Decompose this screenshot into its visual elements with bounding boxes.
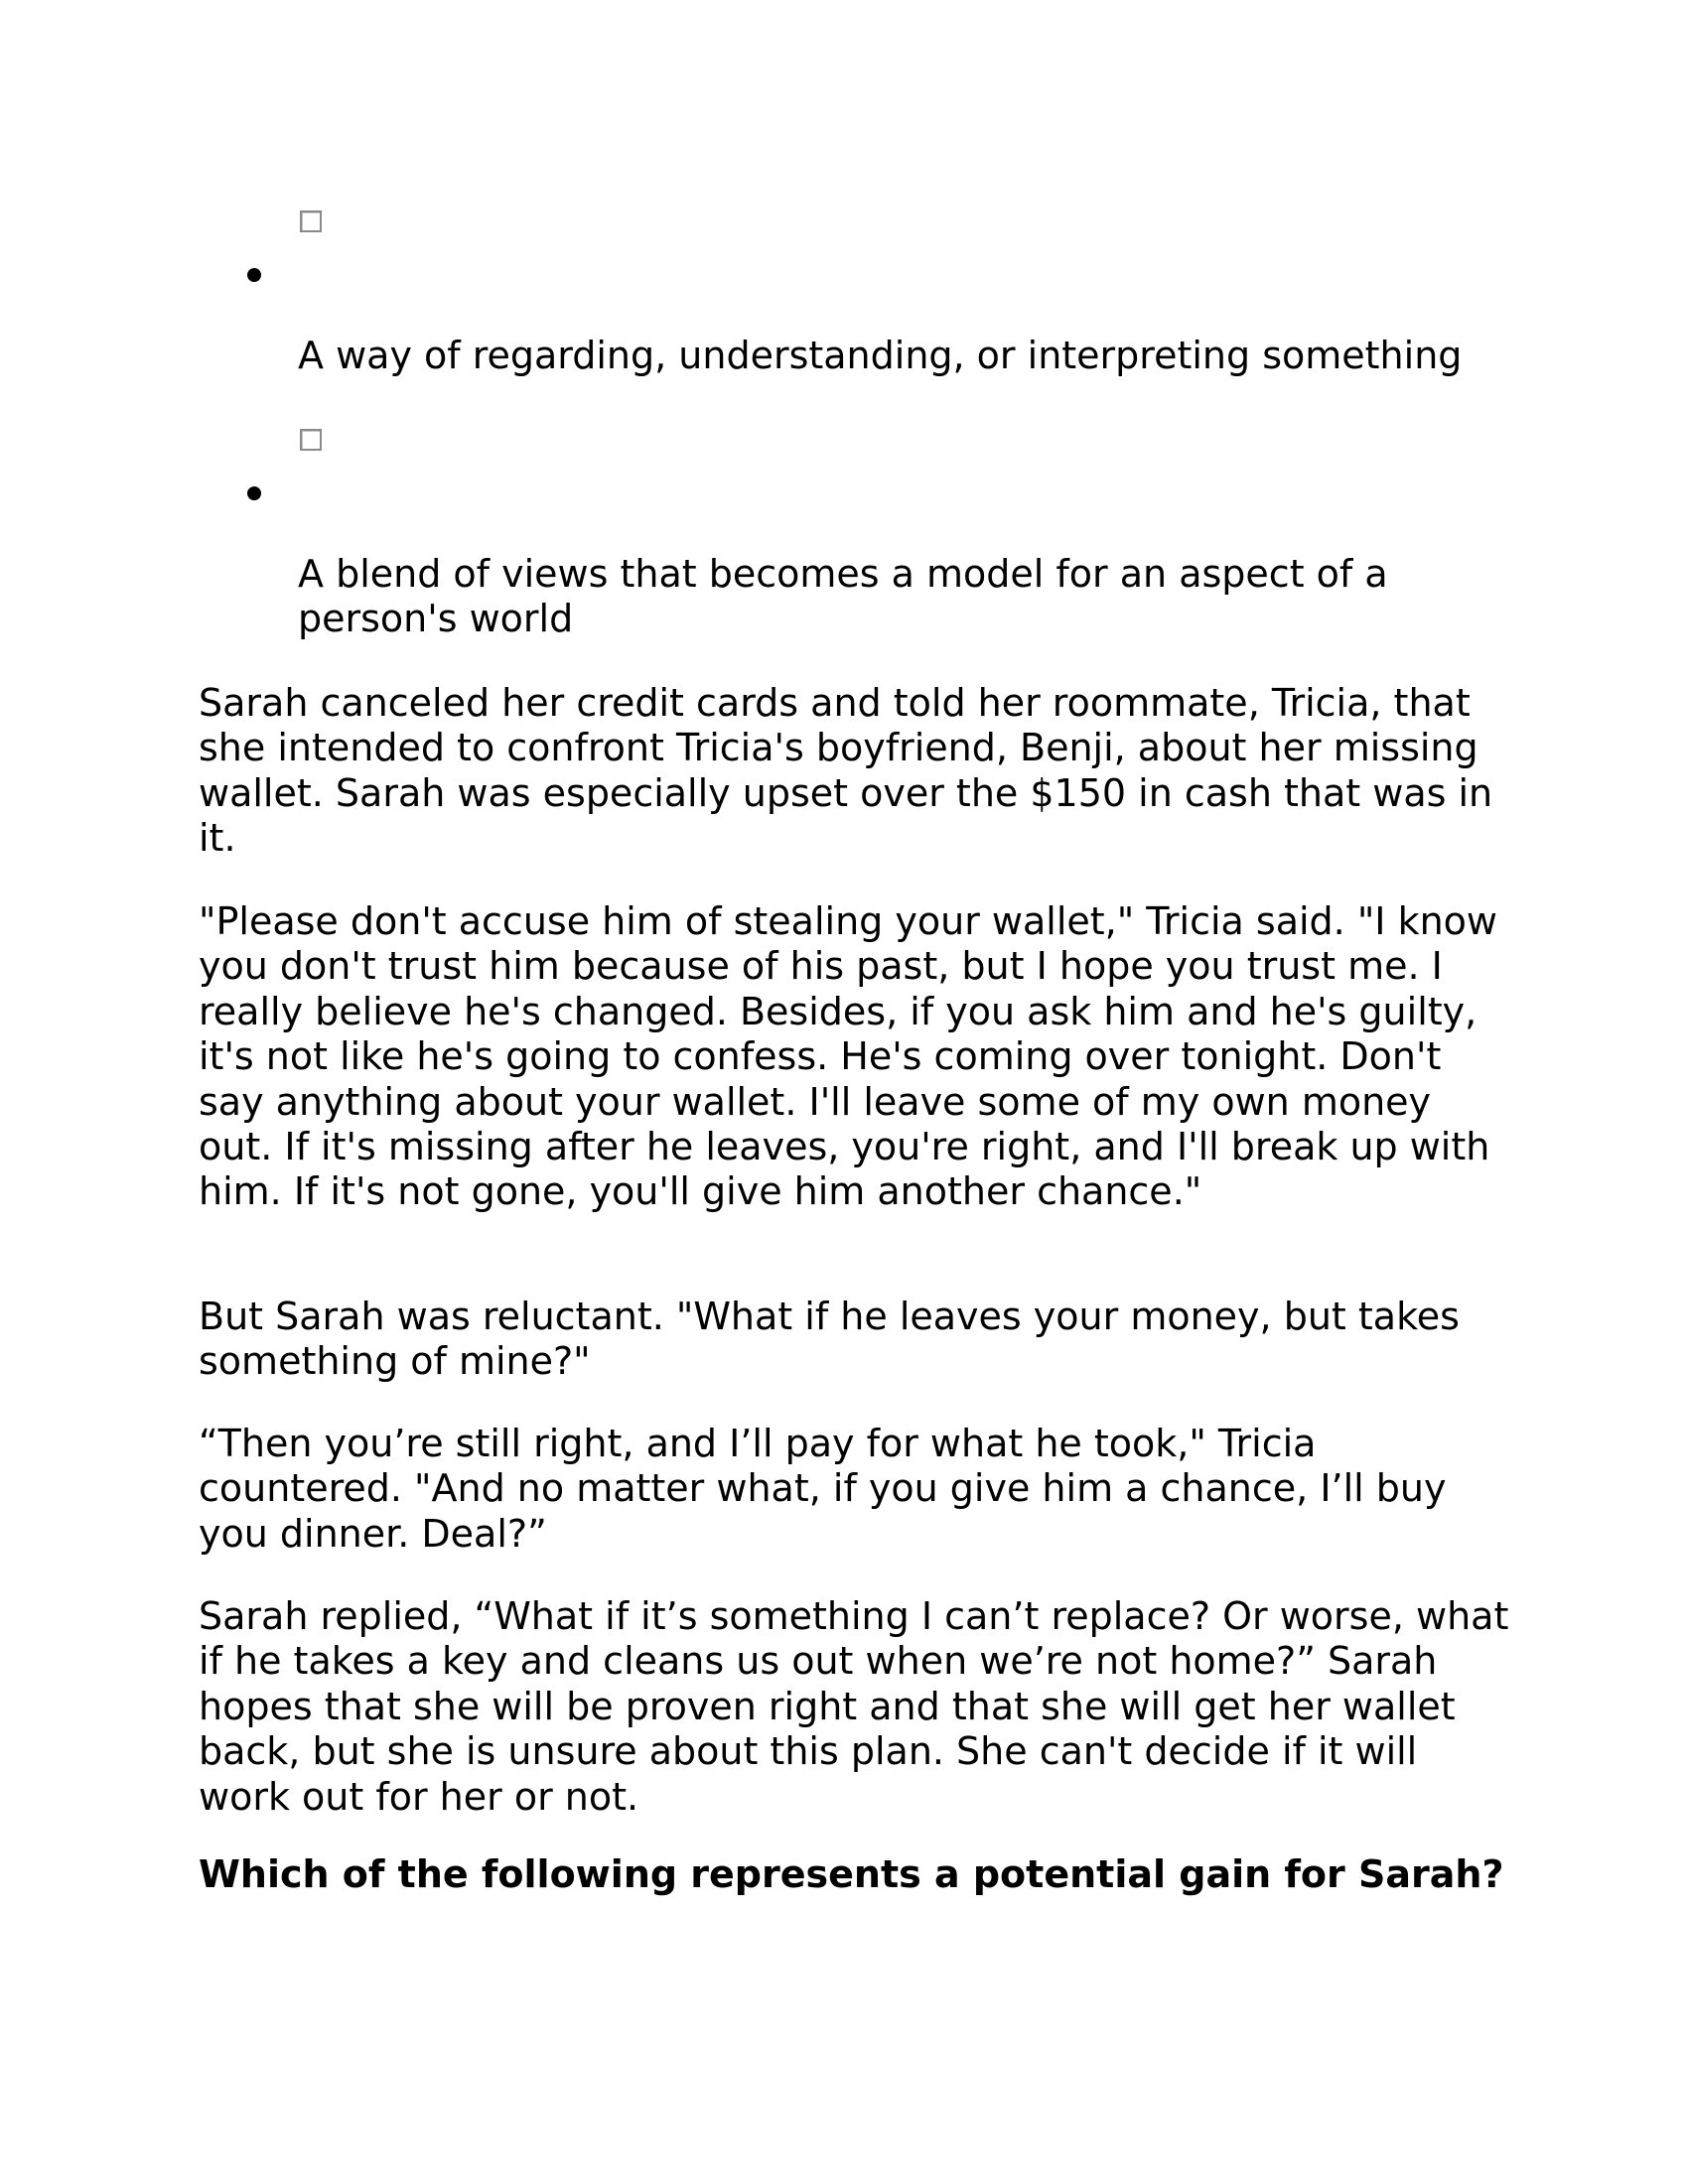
passage-paragraph: Sarah canceled her credit cards and told her roommate, Tricia, that she intended to confront Tricia's boyfriend, Benji, about her missing wallet. Sarah was especially upset over the $150 in cash that was in it. — [199, 681, 1493, 861]
question-text: Which of the following represents a potential gain for Sarah? — [199, 1852, 1504, 1896]
passage-paragraph: Sarah replied, “What if it’s something I can’t replace? Or worse, what if he takes a key and cleans us out when we’re not home?” Sarah hopes that she will be proven right and that she will get her wallet back, but she is unsure about this plan. She can't decide if it will work out for her or not. — [199, 1594, 1509, 1819]
option-checkbox[interactable] — [300, 429, 322, 451]
passage-paragraph: “Then you’re still right, and I’ll pay for what he took," Tricia countered. "And no matter what, if you give him a chance, I’ll buy you dinner. Deal?” — [199, 1422, 1447, 1556]
option-text: A blend of views that becomes a model for an aspect of a person's world — [298, 552, 1388, 640]
passage-paragraph: "Please don't accuse him of stealing your wallet," Tricia said. "I know you don't trust him because of his past, but I hope you trust me. I really believe he's changed. Besides, if you ask him and he's guilty, it's not like he's going to confess. He's coming over tonight. Don't say anything about your wallet. I'll leave some of my own money out. If it's missing after he leaves, you're right, and I'll break up with him. If it's not gone, you'll give him another chance." — [199, 899, 1498, 1214]
bullet-icon — [247, 486, 261, 500]
option-text: A way of regarding, understanding, or interpreting something — [298, 334, 1463, 377]
passage-paragraph: But Sarah was reluctant. "What if he leaves your money, but takes something of mine?" — [199, 1295, 1460, 1384]
option-checkbox[interactable] — [300, 210, 322, 232]
bullet-icon — [247, 268, 261, 282]
